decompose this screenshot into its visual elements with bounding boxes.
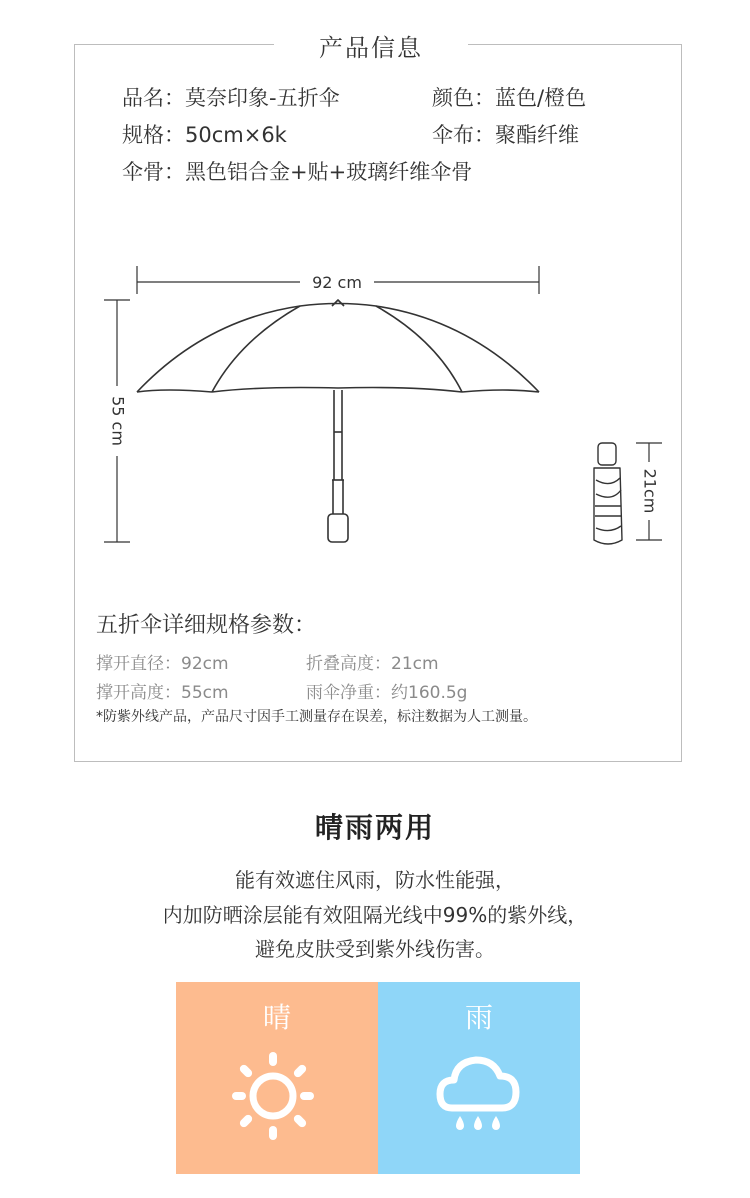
spec-net-weight: 雨伞净重：约160.5g [306,683,468,703]
feature-line-3: 避免皮肤受到紫外线伤害。 [255,937,495,961]
info-size: 规格：50cm×6k [122,123,287,147]
spec-folded-height: 折叠高度：21cm [306,654,439,674]
spec-title: 五折伞详细规格参数： [96,613,317,638]
spec-note: *防紫外线产品，产品尺寸因手工测量存在误差，标注数据为人工测量。 [96,709,537,725]
info-frame: 伞骨：黑色铝合金+贴+玻璃纤维伞骨 [122,160,473,184]
info-name: 品名：莫奈印象-五折伞 [122,86,340,110]
sun-panel [176,982,378,1174]
info-color: 颜色：蓝色/橙色 [432,86,587,110]
info-fabric: 伞布：聚酯纤维 [432,123,579,147]
rain-panel-label: 雨 [464,1001,493,1034]
folded-label: 21cm [640,468,660,514]
frame-top-line-left [74,44,274,45]
umbrella-diagram [0,240,750,560]
umbrella-open-icon [137,300,539,542]
width-label: 92 cm [312,273,362,292]
spec-open-height: 撑开高度：55cm [96,683,229,703]
rain-cloud-icon [378,982,580,1174]
sun-panel-label: 晴 [262,1001,291,1034]
sun-icon [176,982,378,1174]
feature-line-2: 内加防晒涂层能有效阻隔光线中99%的紫外线， [162,903,588,927]
frame-top-line-right [468,44,682,45]
section-title: 产品信息 [319,34,423,62]
umbrella-folded-icon [594,443,622,544]
spec-open-diameter: 撑开直径：92cm [96,654,229,674]
rain-panel [378,982,580,1174]
height-label: 55 cm [108,396,128,446]
feature-line-1: 能有效遮住风雨，防水性能强， [235,868,515,892]
feature-title: 晴雨两用 [314,811,435,844]
